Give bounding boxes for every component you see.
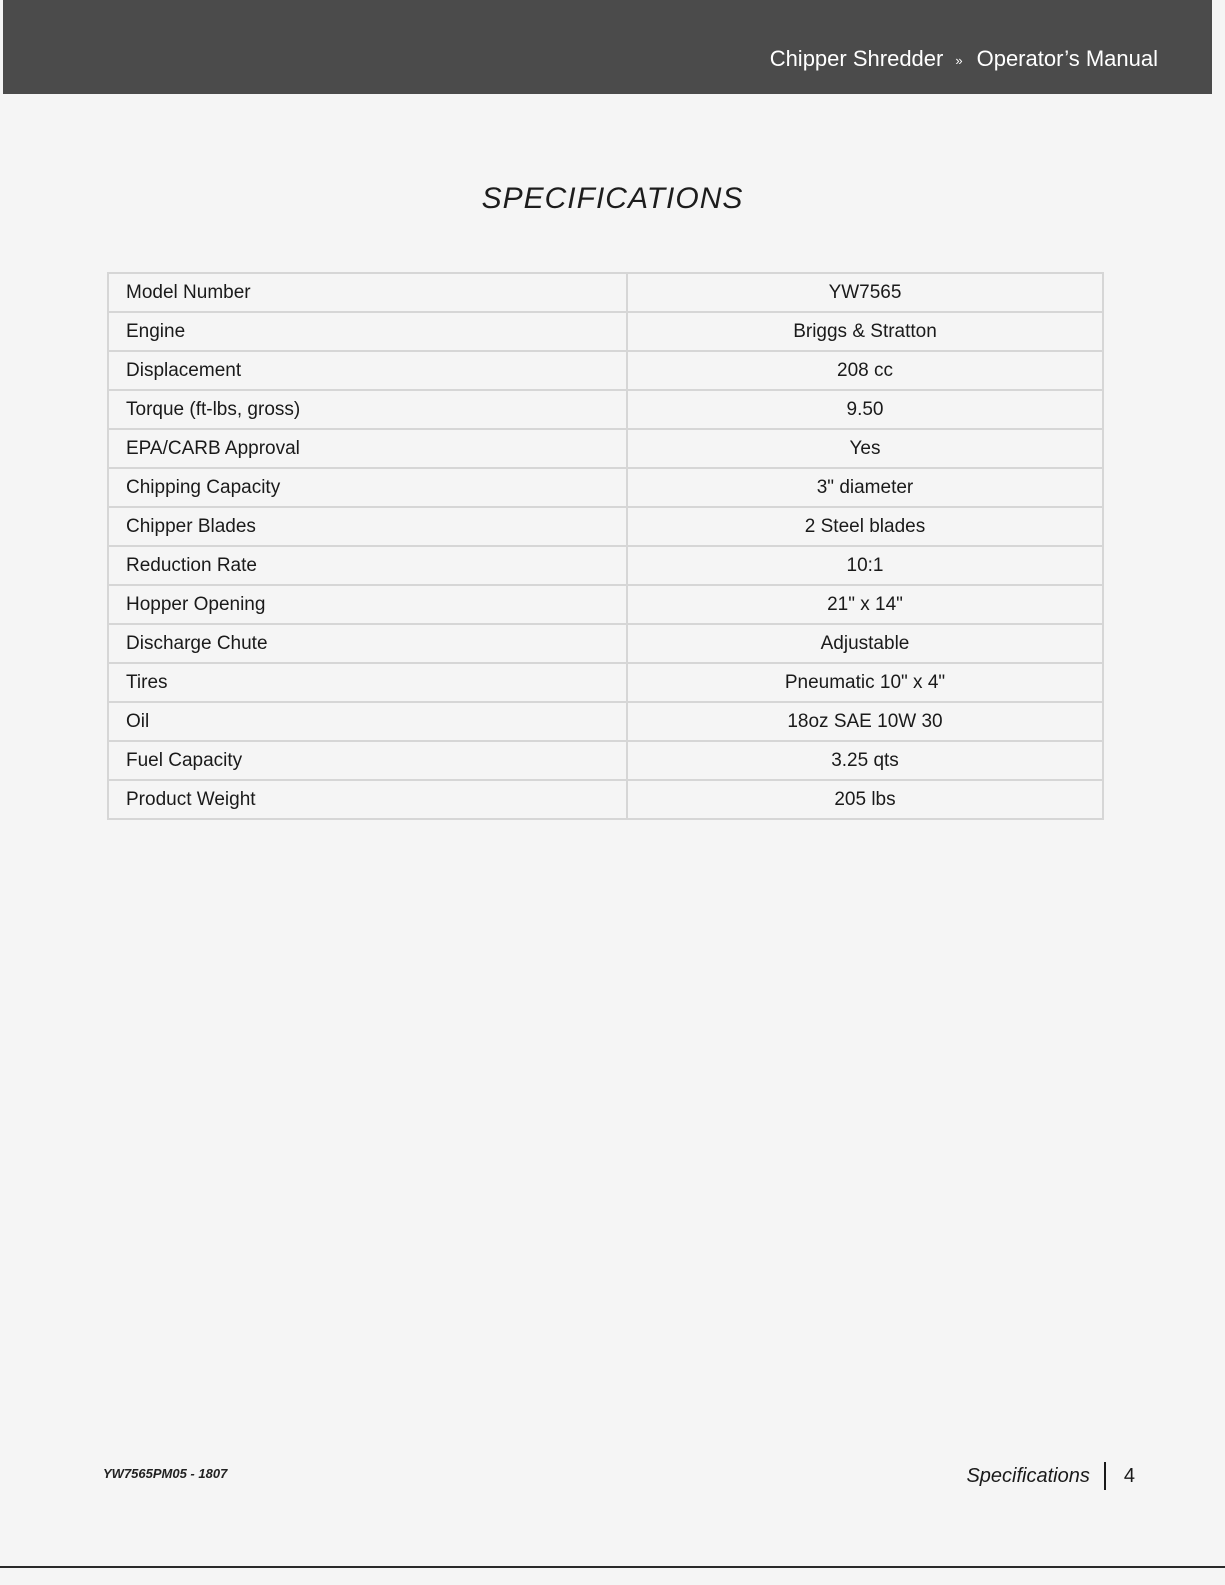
header-breadcrumb — [770, 46, 1158, 72]
spec-label: EPA/CARB Approval — [108, 429, 627, 468]
spec-label: Chipper Blades — [108, 507, 627, 546]
spec-label: Engine — [108, 312, 627, 351]
table-row — [108, 507, 1103, 546]
table-row — [108, 273, 1103, 312]
page-header — [3, 0, 1212, 94]
table-row — [108, 780, 1103, 819]
table-row — [108, 390, 1103, 429]
spec-label: Fuel Capacity — [108, 741, 627, 780]
table-row — [108, 546, 1103, 585]
spec-value: 2 Steel blades — [627, 507, 1103, 546]
spec-value: Pneumatic 10" x 4" — [627, 663, 1103, 702]
table-row — [108, 702, 1103, 741]
spec-value: 208 cc — [627, 351, 1103, 390]
page-footer — [966, 1462, 1135, 1490]
spec-label: Tires — [108, 663, 627, 702]
spec-value: Yes — [627, 429, 1103, 468]
header-product: Chipper Shredder — [769, 46, 944, 71]
spec-label: Hopper Opening — [108, 585, 627, 624]
spec-value: 10:1 — [627, 546, 1103, 585]
spec-label: Reduction Rate — [108, 546, 627, 585]
specifications-table — [107, 272, 1104, 820]
table-row — [108, 468, 1103, 507]
header-manual: Operator’s Manual — [976, 46, 1158, 71]
spec-label: Displacement — [108, 351, 627, 390]
spec-label: Oil — [108, 702, 627, 741]
spec-value: 9.50 — [627, 390, 1103, 429]
spec-value: Adjustable — [627, 624, 1103, 663]
document-code: YW7565PM05 - 1807 — [103, 1466, 228, 1481]
bottom-rule — [0, 1566, 1225, 1568]
spec-value: 3.25 qts — [627, 741, 1103, 780]
spec-label: Model Number — [108, 273, 627, 312]
table-row — [108, 312, 1103, 351]
spec-label: Discharge Chute — [108, 624, 627, 663]
spec-label: Chipping Capacity — [108, 468, 627, 507]
spec-value: Briggs & Stratton — [627, 312, 1103, 351]
spec-value: 205 lbs — [627, 780, 1103, 819]
table-row — [108, 585, 1103, 624]
spec-value: 21" x 14" — [627, 585, 1103, 624]
page-number: 4 — [1123, 1464, 1135, 1487]
spec-label: Product Weight — [108, 780, 627, 819]
table-row — [108, 624, 1103, 663]
page-title: SPECIFICATIONS — [481, 182, 744, 215]
table-row — [108, 663, 1103, 702]
spec-value: YW7565 — [627, 273, 1103, 312]
footer-section-name: Specifications — [966, 1464, 1090, 1487]
spec-value: 18oz SAE 10W 30 — [627, 702, 1103, 741]
spec-label: Torque (ft-lbs, gross) — [108, 390, 627, 429]
footer-divider — [1104, 1462, 1106, 1490]
spec-value: 3" diameter — [627, 468, 1103, 507]
table-row — [108, 741, 1103, 780]
table-row — [108, 429, 1103, 468]
table-row — [108, 351, 1103, 390]
breadcrumb-separator-icon: » — [955, 52, 963, 68]
